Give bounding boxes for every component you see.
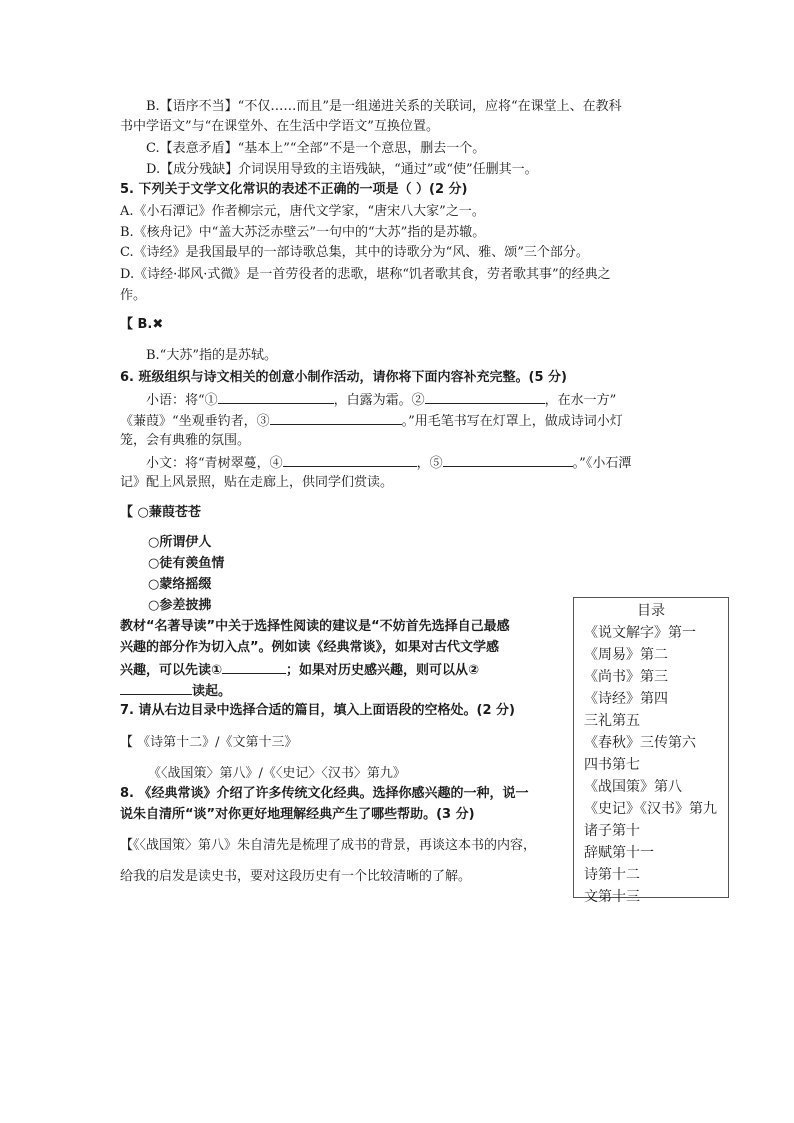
q7-answer-2: 《〈战国策〉第八》/《〈史记〉〈汉书〉第九》	[148, 766, 406, 781]
blank-reading-1[interactable]	[222, 659, 286, 674]
reading-para-line3-a: 兴趣，可以先读①	[120, 663, 223, 678]
toc-item: 《诗经》第四	[584, 691, 668, 707]
reading-para-line3-b: ；如果对历史感兴趣，则可以从②	[286, 663, 480, 678]
reading-para-line2: 兴趣的部分作为切入点”。例如读《经典常谈》，如果对古代文学感	[120, 640, 500, 655]
blank-4[interactable]	[283, 452, 417, 467]
q6-line4	[146, 452, 631, 474]
blank-1[interactable]	[218, 389, 334, 404]
blank-2[interactable]	[425, 389, 545, 404]
toc-item: 《周易》第二	[584, 647, 668, 663]
q6-line1-c: ，在水一方”	[544, 393, 617, 408]
reading-para-line3	[120, 659, 479, 681]
q6-line5: 记》配上风景照，贴在走廊上，供同学们赏读。	[120, 475, 394, 490]
q7-stem: 7. 请从右边目录中选择合适的篇目，填入上面语段的空格处。(2 分)	[120, 703, 515, 718]
q6-answer-5: ○参差披拂	[148, 598, 212, 613]
q6-line1-b: ，白露为霜。②	[333, 393, 425, 408]
reading-para-line4	[120, 680, 231, 702]
q6-line4-c: 。”《小石潭	[572, 456, 632, 471]
q6-answer-2: ○所谓伊人	[148, 535, 212, 550]
q8-answer-line1: 【《〈战国策〉第八》朱自清先是梳理了成书的背景，再谈这本书的内容，	[120, 838, 537, 853]
reading-para-line4-text: 读起。	[192, 684, 232, 699]
q4-option-c: C.【表意矛盾】“基本上”“全部”不是一个意思，删去一个。	[146, 141, 486, 156]
toc-item: 辞赋第十一	[584, 845, 654, 861]
blank-5[interactable]	[443, 452, 573, 467]
toc-item: 《史记》《汉书》第九	[584, 801, 717, 817]
blank-3[interactable]	[270, 410, 402, 425]
toc-item: 《战国策》第八	[584, 779, 682, 795]
toc-item: 《尚书》第三	[584, 669, 668, 685]
q6-answer-3: ○徒有羡鱼情	[148, 556, 225, 571]
q6-line2-a: 《蒹葭》“坐观垂钓者，③	[120, 414, 270, 429]
q6-line1	[146, 389, 616, 411]
q5-option-d-line1: D.《诗经·邶风·式微》是一首劳役者的悲歌，堪称“饥者歌其食，劳者歌其事”的经典之	[120, 267, 611, 282]
q4-option-b-line1: B.【语序不当】“不仅……而且”是一组递进关系的关联词，应将“在课堂上、在教科	[146, 99, 622, 114]
q6-answer-4: ○蒙络摇缀	[148, 577, 212, 592]
q6-stem: 6. 班级组织与诗文相关的创意小制作活动，请你将下面内容补充完整。(5 分)	[120, 370, 567, 385]
q6-line2-b: 。”用毛笔书写在灯罩上，做成诗词小灯	[401, 414, 623, 429]
q5-answer: 【 B.✖	[120, 317, 164, 332]
q5-explanation: B.“大苏”指的是苏轼。	[146, 348, 277, 363]
q5-option-c: C.《诗经》是我国最早的一部诗歌总集，其中的诗歌分为“风、雅、颂”三个部分。	[120, 245, 589, 260]
q7-answer-1: 【 《诗第十二》/《文第十三》	[120, 735, 298, 750]
q4-option-d: D.【成分残缺】介词误用导致的主语残缺，“通过”或“使”任删其一。	[146, 162, 538, 177]
toc-item: 《春秋》三传第六	[584, 735, 696, 751]
toc-item: 《说文解字》第一	[584, 625, 696, 641]
blank-reading-2[interactable]	[120, 680, 192, 695]
toc-item: 三礼第五	[584, 713, 640, 729]
q8-stem-line1: 8. 《经典常谈》介绍了许多传统文化经典。选择你感兴趣的一种，说一	[120, 786, 529, 801]
toc-item: 诗第十二	[584, 867, 640, 883]
table-of-contents-box	[573, 597, 729, 905]
q6-line4-b: ，⑤	[416, 456, 443, 471]
toc-item: 文第十三	[584, 889, 640, 905]
q5-option-d-line2: 作。	[120, 288, 147, 303]
q5-option-b: B.《核舟记》中“盖大苏泛赤壁云”一句中的“大苏”指的是苏辙。	[120, 225, 486, 240]
q5-stem: 5. 下列关于文学文化常识的表述不正确的一项是（ ）(2 分)	[120, 182, 468, 197]
toc-item: 四书第七	[584, 757, 640, 773]
q6-line3: 笼，会有典雅的氛围。	[120, 433, 251, 448]
q6-line4-a: 小文：将“青树翠蔓，④	[146, 456, 283, 471]
q8-stem-line2: 说朱自清所“谈”对你更好地理解经典产生了哪些帮助。(3 分)	[120, 807, 475, 822]
reading-para-line1: 教材“名著导读”中关于选择性阅读的建议是“不妨首先选择自己最感	[120, 619, 510, 634]
q4-option-b-line2: 书中学语文”与“在课堂外、在生活中学语文”互换位置。	[120, 119, 439, 134]
q6-line1-a: 小语：将“①	[146, 393, 218, 408]
q6-line2	[120, 410, 623, 432]
q6-answer-1: 【 ○蒹葭苍苍	[120, 505, 201, 520]
q8-answer-line2: 给我的启发是读史书，要对这段历史有一个比较清晰的了解。	[120, 869, 472, 884]
q5-option-a: A.《小石潭记》作者柳宗元，唐代文学家，“唐宋八大家”之一。	[120, 204, 485, 219]
toc-item: 诸子第十	[584, 823, 640, 839]
toc-title: 目录	[637, 603, 665, 619]
